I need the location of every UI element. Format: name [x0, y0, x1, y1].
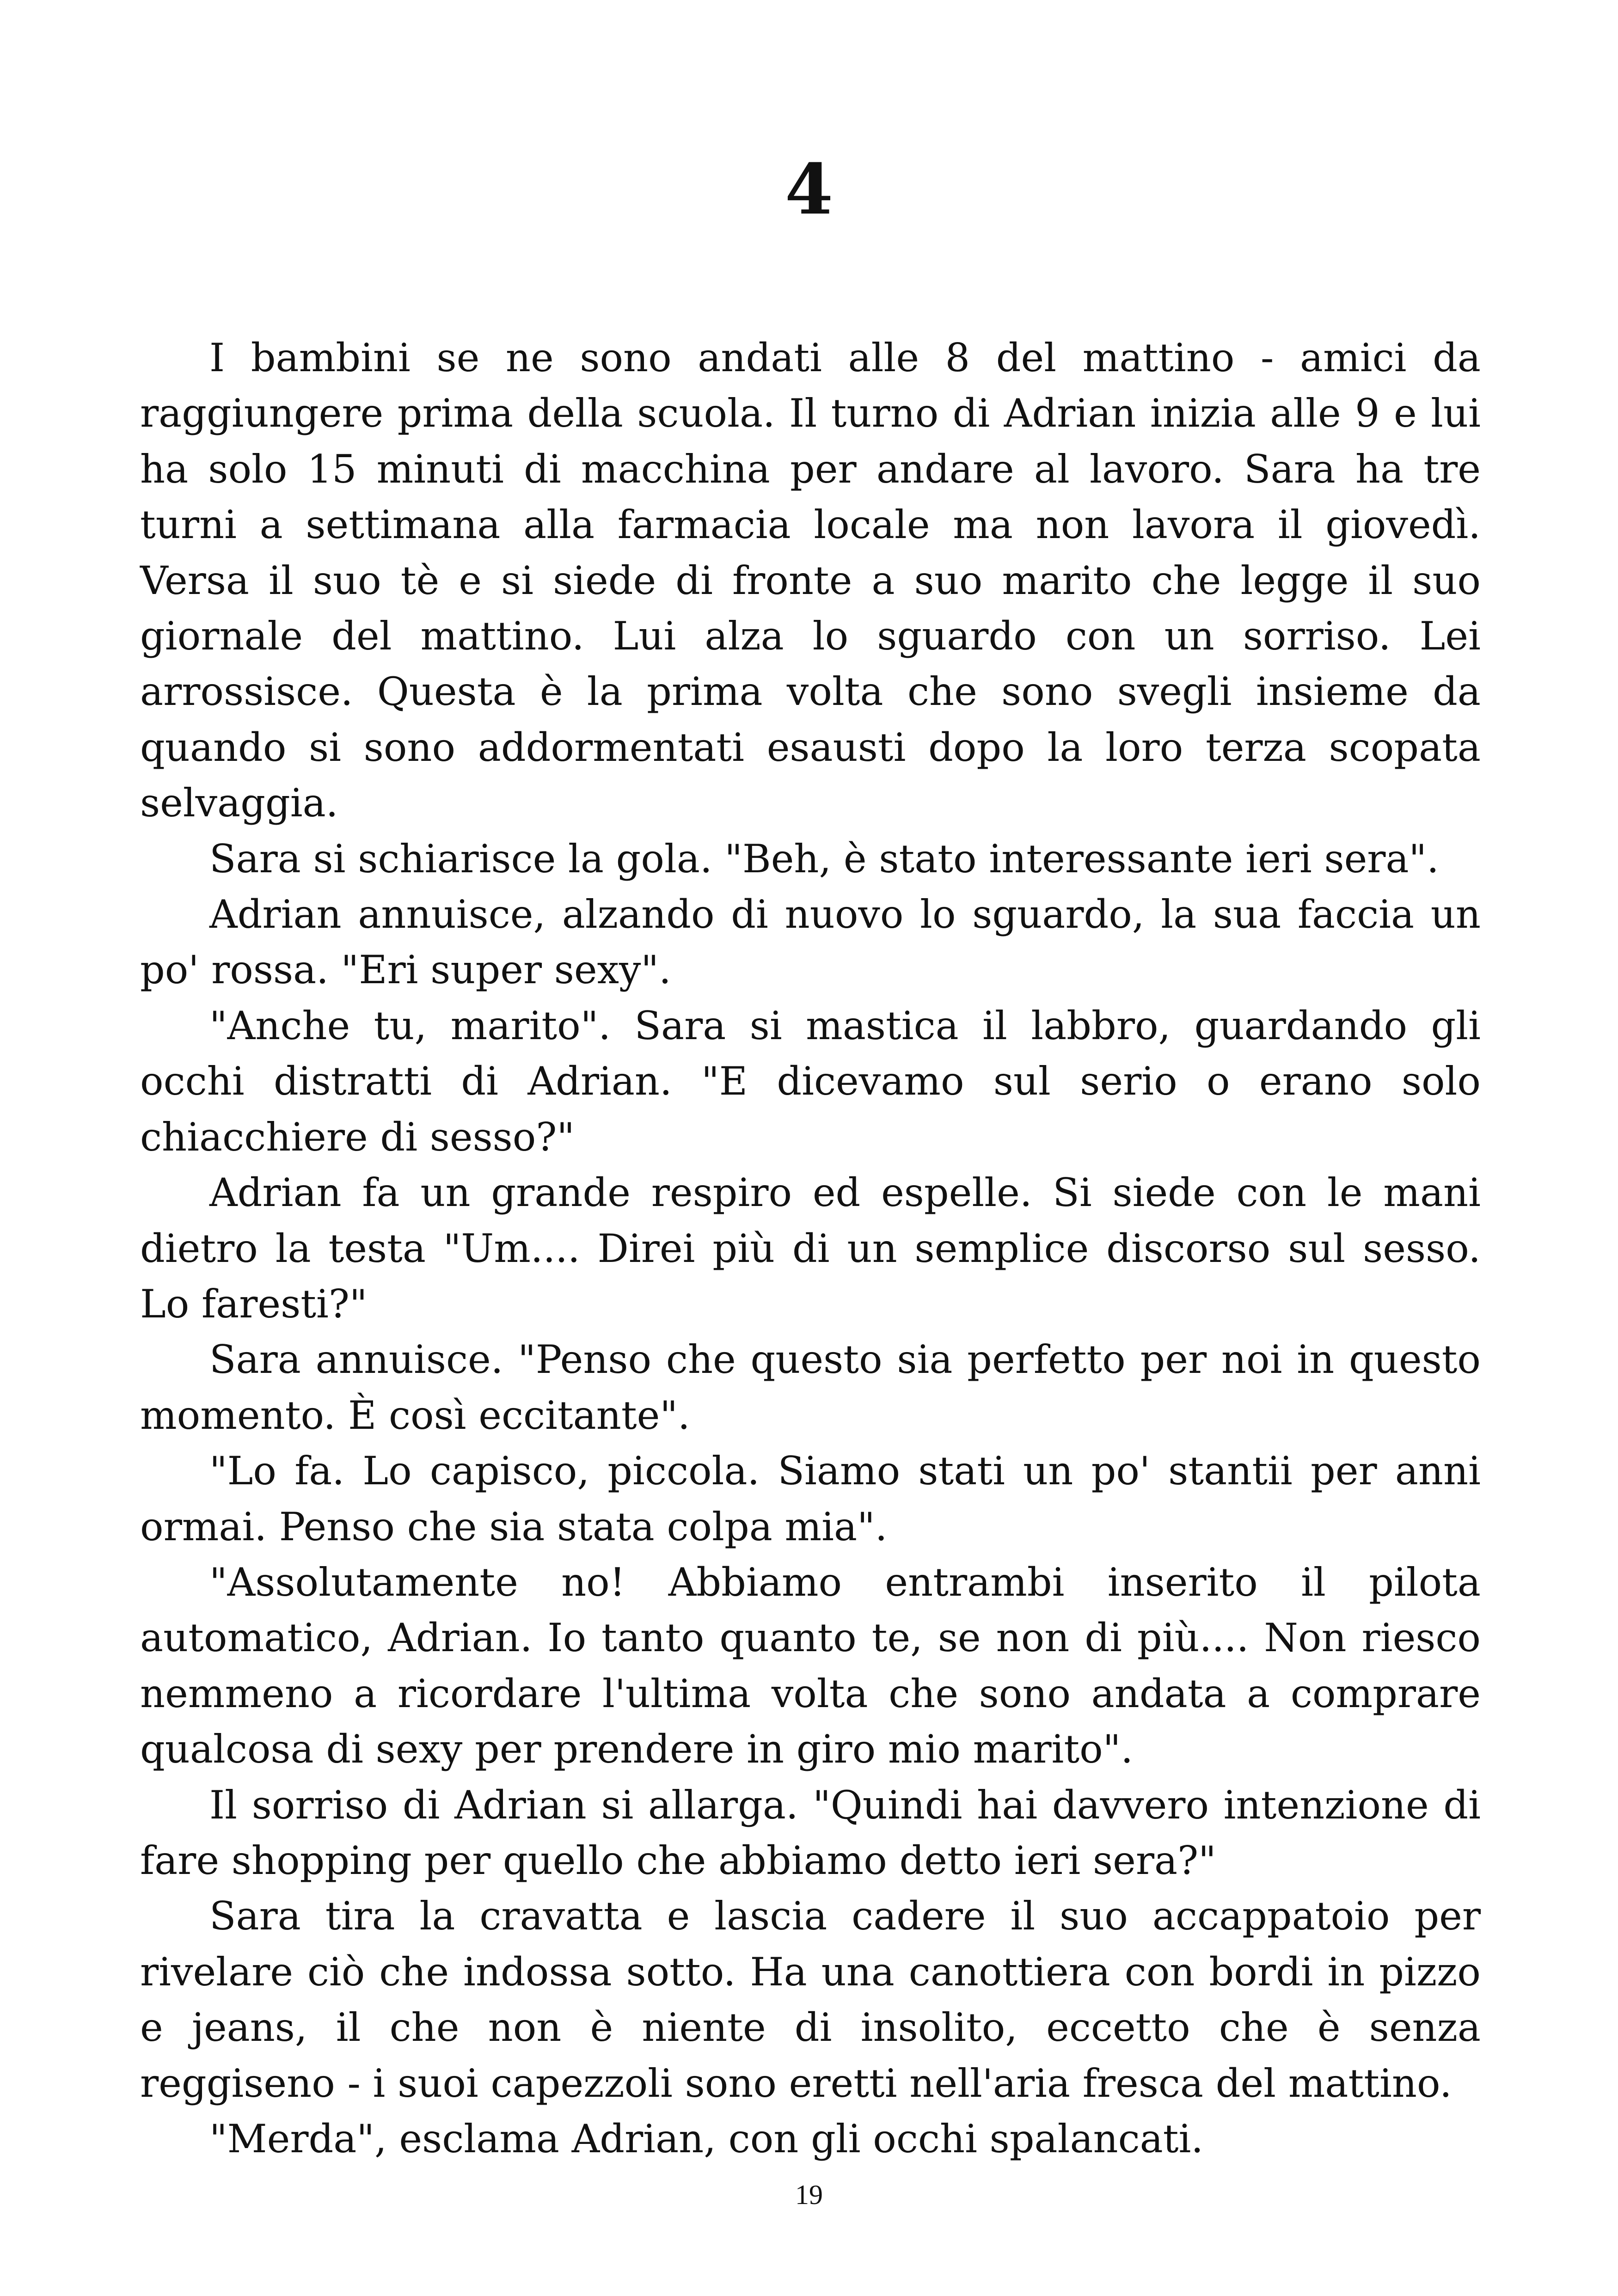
- paragraph: Sara annuisce. "Penso che questo sia perfetto per noi in questo momento. È così eccitante".: [140, 1337, 1481, 1438]
- paragraph: "Lo fa. Lo capisco, piccola. Siamo stati un po' stantii per anni ormai. Penso che sia stata colpa mia".: [140, 1448, 1481, 1549]
- paragraph: Il sorriso di Adrian si allarga. "Quindi hai davvero intenzione di fare shopping per quello che abbiamo detto ieri sera?": [140, 1782, 1481, 1883]
- chapter-body: [140, 330, 1481, 2167]
- chapter-number: 4: [784, 149, 834, 230]
- paragraph: Adrian annuisce, alzando di nuovo lo sguardo, la sua faccia un po' rossa. "Eri super sexy".: [140, 892, 1481, 993]
- paragraph: Sara tira la cravatta e lascia cadere il suo accappatoio per rivelare ciò che indossa sotto. Ha una canottiera con bordi in pizzo e jeans, il che non è niente di insolito, eccetto che è senza reggiseno - i suoi capezzoli sono eretti nell'aria fresca del mattino.: [140, 1893, 1481, 2106]
- paragraph: Sara si schiarisce la gola. "Beh, è stato interessante ieri sera".: [209, 836, 1439, 882]
- page-number: 19: [795, 2180, 823, 2210]
- paragraph: "Merda", esclama Adrian, con gli occhi spalancati.: [209, 2116, 1204, 2161]
- paragraph: "Anche tu, marito". Sara si mastica il labbro, guardando gli occhi distratti di Adrian. "E dicevamo sul serio o erano solo chiacchiere di sesso?": [140, 1003, 1481, 1160]
- paragraph: "Assolutamente no! Abbiamo entrambi inserito il pilota automatico, Adrian. Io tanto quanto te, se non di più.... Non riesco nemmeno a ricordare l'ultima volta che sono andata a comprare qualcosa di sexy per prendere in giro mio marito".: [140, 1559, 1481, 1772]
- paragraph: Adrian fa un grande respiro ed espelle. Si siede con le mani dietro la testa "Um.... Direi più di un semplice discorso sul sesso. Lo faresti?": [140, 1170, 1481, 1327]
- paragraph: I bambini se ne sono andati alle 8 del mattino - amici da raggiungere prima della scuola. Il turno di Adrian inizia alle 9 e lui ha solo 15 minuti di macchina per andare al lavoro. Sara ha tre turni a settimana alla farmacia locale ma non lavora il giovedì. Versa il suo tè e si siede di fronte a suo marito che legge il suo giornale del mattino. Lui alza lo sguardo con un sorriso. Lei arrossisce. Questa è la prima volta che sono svegli insieme da quando si sono addormentati esausti dopo la loro terza scopata selvaggia.: [140, 335, 1481, 826]
